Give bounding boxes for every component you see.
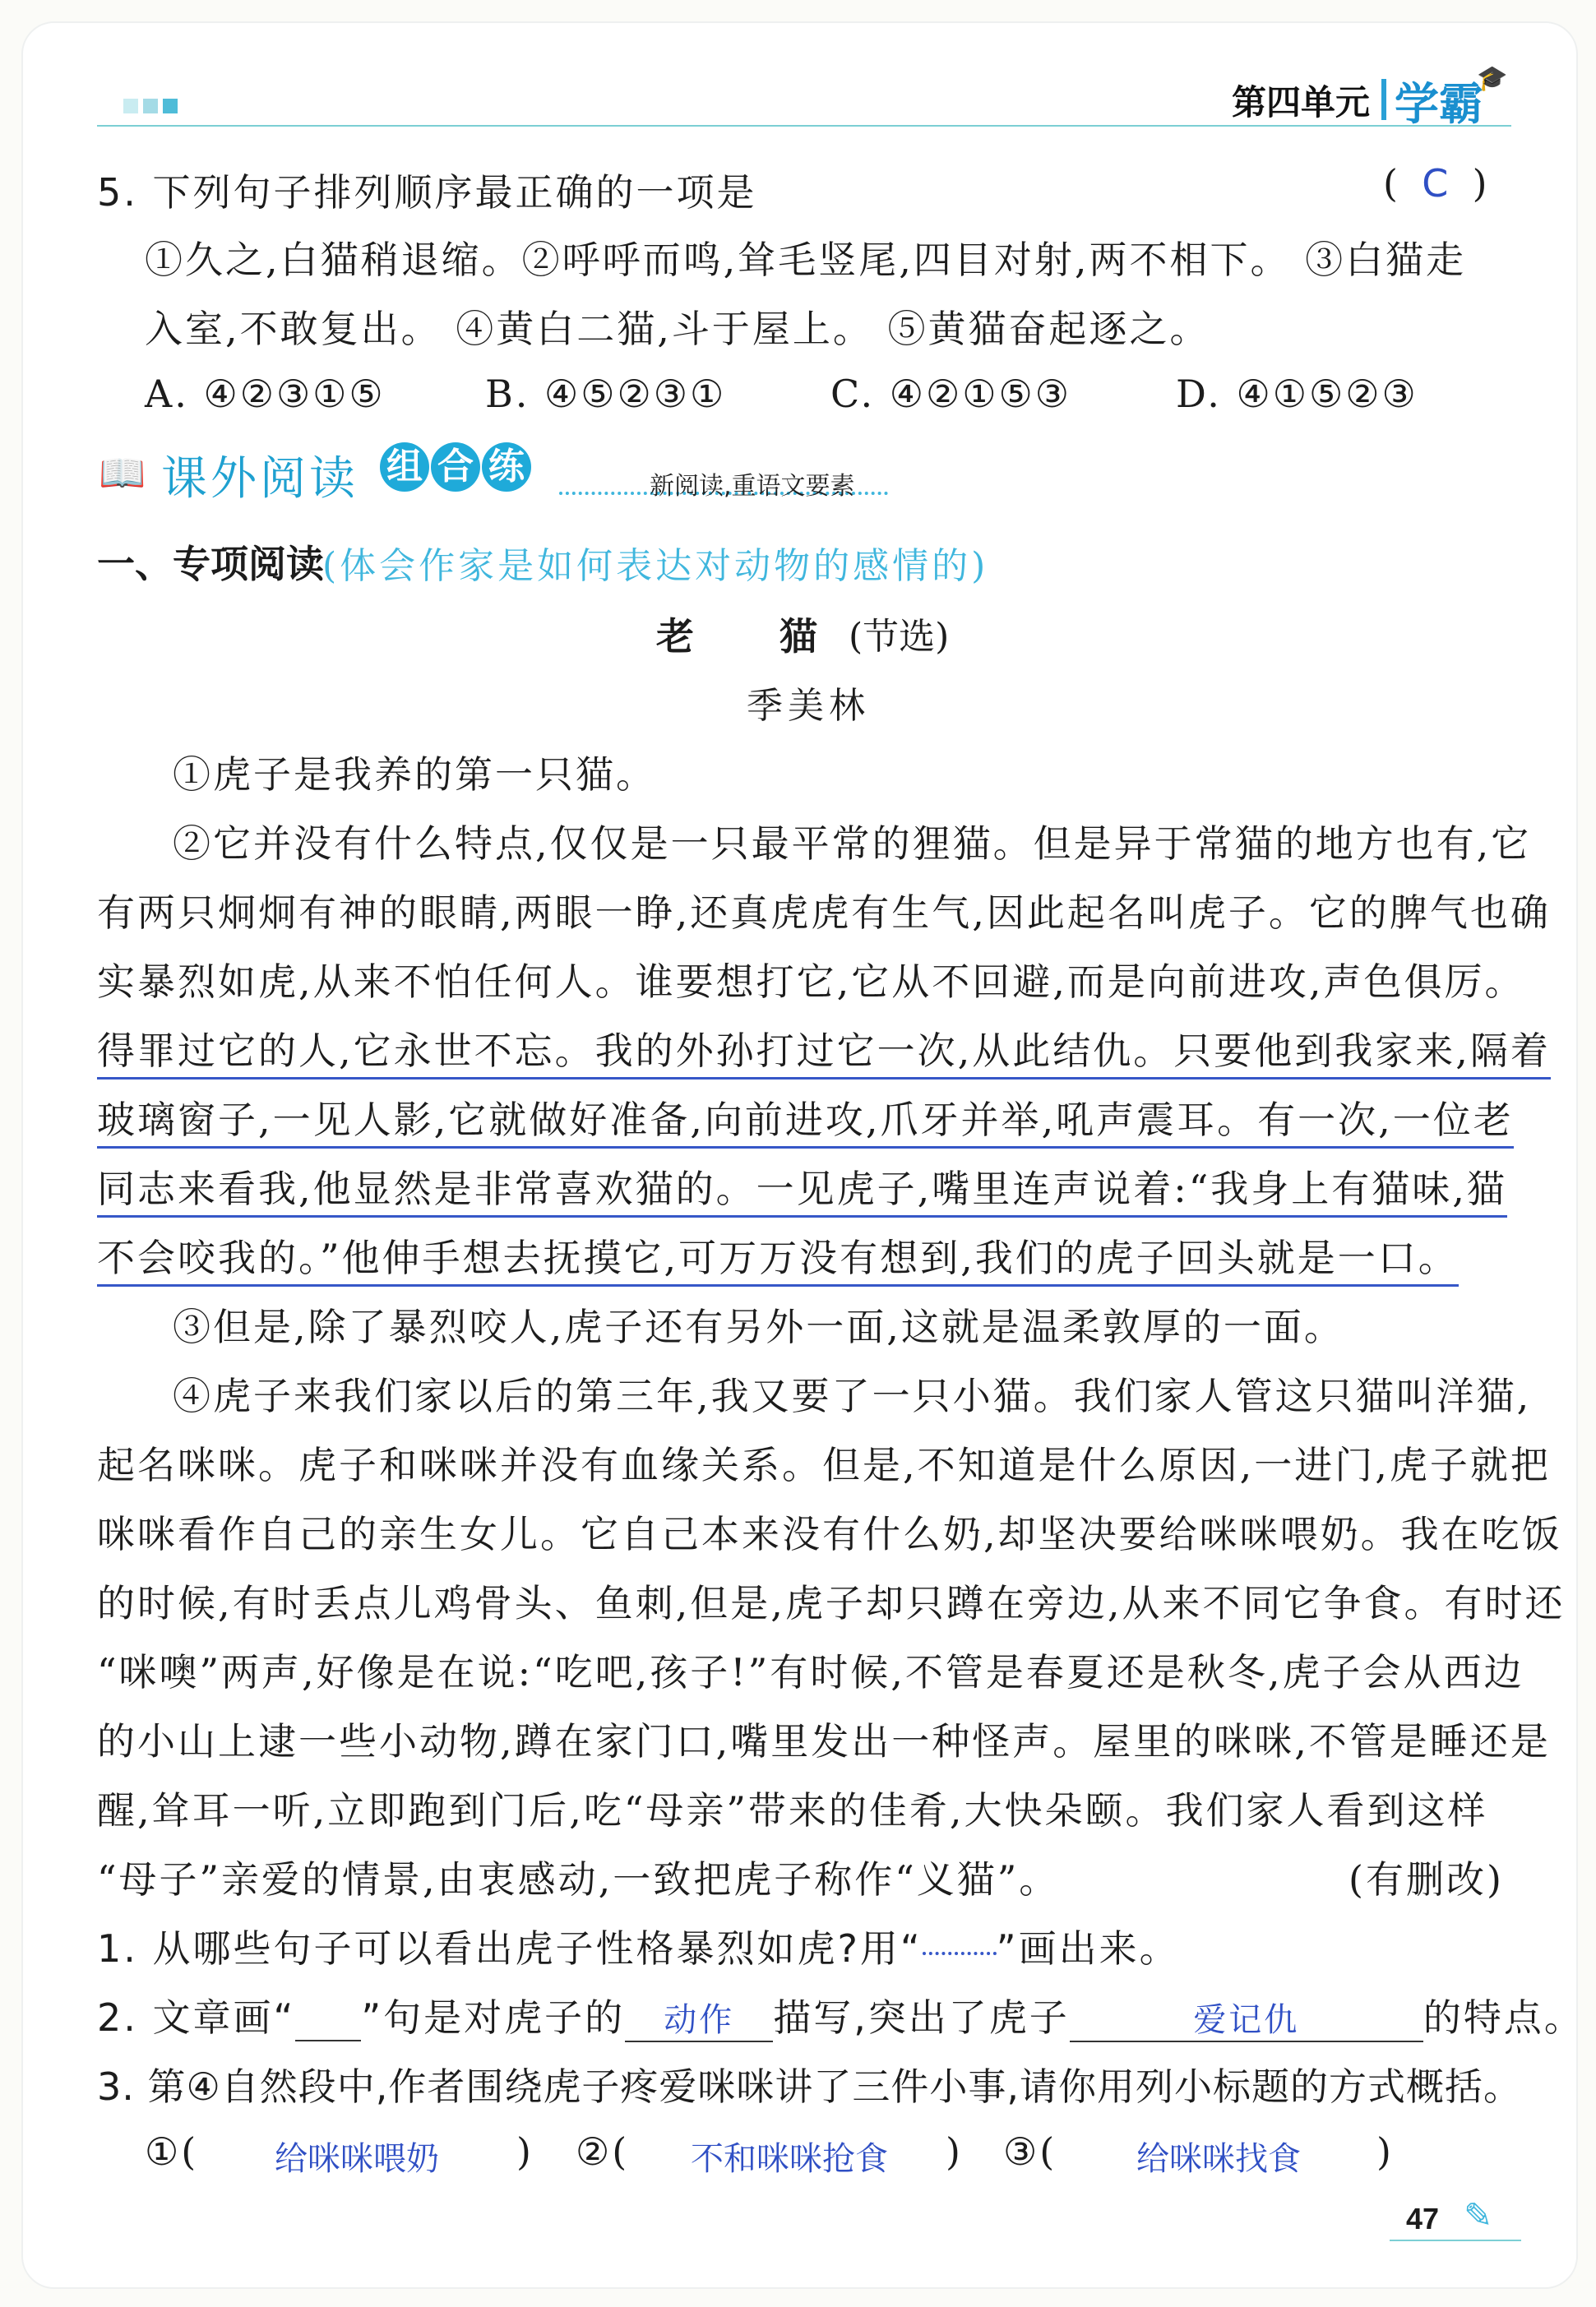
- answer-1: 动作: [664, 2001, 735, 2039]
- article-line: “咪噢”两声,好像是在说:“吃吧,孩子!”有时候,不管是春夏还是秋冬,虎子会从西边: [97, 1650, 1524, 1694]
- footer-rule: [1390, 2240, 1521, 2241]
- pencil-icon: ✎: [1464, 2195, 1493, 2235]
- question-1-text-end: ”画出来。: [996, 1926, 1180, 1971]
- section-title: 课外阅读: [161, 452, 359, 506]
- answer-blank-1[interactable]: [625, 1994, 773, 2042]
- article-line: 的小山上逮一些小动物,蹲在家门口,嘴里发出一种怪声。屋里的咪咪,不管是睡还是: [97, 1719, 1551, 1764]
- header-rule: [97, 125, 1511, 127]
- badge-char: 练: [482, 442, 531, 492]
- q3-mark-3: ③(: [1003, 2129, 1057, 2174]
- q5-option-a: A. ④②③①⑤: [145, 372, 386, 416]
- question-1: [97, 1919, 1180, 1973]
- q3-close-1: ): [516, 2129, 534, 2174]
- article-line: ②它并没有什么特点,仅仅是一只最平常的狸猫。但是异于常猫的地方也有,它: [173, 821, 1532, 866]
- article-line: ③但是,除了暴烈咬人,虎子还有另外一面,这就是温柔敦厚的一面。: [173, 1305, 1344, 1349]
- unit-label: 第四单元: [1232, 83, 1371, 122]
- article-title-b: 猫: [779, 614, 817, 659]
- answer-blank-2[interactable]: [1070, 1994, 1423, 2042]
- brand-logo: 学霸: [1395, 80, 1483, 129]
- article-line: 实暴烈如虎,从来不怕任何人。谁要想打它,它从不回避,而是向前进攻,声色俱厉。: [97, 959, 1525, 1004]
- q5-option-b: B. ④⑤②③①: [485, 372, 727, 416]
- article-title-a: 老: [656, 614, 696, 659]
- q3-answer-2: 不和咪咪抢食: [691, 2140, 888, 2178]
- q3-close-2: ): [946, 2129, 963, 2174]
- question-2-text-b: ”句是对虎子的: [361, 1995, 626, 2040]
- article-line: ①虎子是我养的第一只猫。: [173, 752, 656, 797]
- answer-2: 爱记仇: [1193, 2001, 1300, 2039]
- q3-mark-2: ②(: [576, 2129, 630, 2174]
- question-2-text: 2. 文章画“: [97, 1995, 296, 2040]
- q5-answer-paren: ( C ): [1383, 161, 1487, 206]
- q5-text: 5. 下列句子排列顺序最正确的一项是: [97, 170, 757, 215]
- underline-mark: [295, 1995, 361, 2041]
- article-title-note: (节选): [849, 616, 950, 658]
- q5-option-d: D. ④①⑤②③: [1176, 372, 1418, 416]
- question-2: [97, 1988, 1584, 2042]
- article-line: 起名咪咪。虎子和咪咪并没有血缘关系。但是,不知道是什么原因,一进门,虎子就把: [97, 1443, 1551, 1487]
- article-line: “母子”亲爱的情景,由衷感动,一致把虎子称作“义猫”。: [97, 1857, 1060, 1902]
- q5-option-c: C. ④②①⑤③: [830, 372, 1071, 416]
- q5-answer: C: [1422, 161, 1449, 206]
- q3-answer-1: 给咪咪喂奶: [275, 2140, 439, 2178]
- q3-mark-1: ①(: [145, 2129, 199, 2174]
- article-line: 咪咪看作自己的亲生女儿。它自己本来没有什么奶,却坚决要给咪咪喂奶。我在吃饭: [97, 1512, 1562, 1556]
- article-line-underlined: 不会咬我的。”他伸手想去抚摸它,可万万没有想到,我们的虎子回头就是一口。: [97, 1228, 1459, 1287]
- section-tagline: 新阅读,重语文要素: [650, 472, 855, 501]
- article-line: 有两只炯炯有神的眼睛,两眼一睁,还真虎虎有生气,因此起名叫虎子。它的脾气也确: [97, 890, 1551, 935]
- graduation-cap-icon: 🎓: [1477, 64, 1508, 93]
- q5-line-1: ①久之,白猫稍退缩。②呼呼而鸣,耸毛竖尾,四目对射,两不相下。 ③白猫走: [145, 238, 1467, 282]
- article-line-underlined: 同志来看我,他显然是非常喜欢猫的。一见虎子,嘴里连声说着:“我身上有猫味,猫: [97, 1159, 1507, 1218]
- article-line: 的时候,有时丢点儿鸡骨头、鱼刺,但是,虎子却只蹲在旁边,从来不同它争食。有时还: [97, 1581, 1566, 1625]
- section-badge: [380, 442, 531, 492]
- article-line-underlined: 得罪过它的人,它永世不忘。我的外孙打过它一次,从此结仇。只要他到我家来,隔着: [97, 1021, 1551, 1080]
- page-number: 47: [1406, 2202, 1440, 2235]
- q3-answer-3: 给咪咪找食: [1136, 2140, 1301, 2178]
- article-author: 季美林: [747, 685, 870, 727]
- article-line-underlined: 玻璃窗子,一见人影,它就做好准备,向前进攻,爪牙并举,吼声震耳。有一次,一位老: [97, 1090, 1514, 1149]
- wavy-line-mark: [923, 1952, 997, 1955]
- badge-char: 组: [380, 442, 429, 492]
- question-2-text-d: 的特点。: [1423, 1995, 1584, 2040]
- part-one-hint: (体会作家是如何表达对动物的感情的): [322, 545, 989, 587]
- part-one-label: 一、专项阅读: [97, 542, 324, 586]
- header-decoration: [123, 99, 178, 113]
- question-2-text-c: 描写,突出了虎子: [773, 1995, 1070, 2040]
- article-line: 醒,耸耳一听,立即跑到门后,吃“母亲”带来的佳肴,大快朵颐。我们家人看到这样: [97, 1788, 1488, 1833]
- open-book-icon: 📖: [99, 451, 146, 495]
- question-3: 3. 第④自然段中,作者围绕虎子疼爱咪咪讲了三件小事,请你用列小标题的方式概括。: [97, 2064, 1522, 2109]
- header-divider: [1381, 79, 1386, 120]
- q5-line-2: 入室,不敢复出。 ④黄白二猫,斗于屋上。 ⑤黄猫奋起逐之。: [145, 307, 1210, 351]
- article-line: ④虎子来我们家以后的第三年,我又要了一只小猫。我们家人管这只猫叫洋猫,: [173, 1374, 1532, 1418]
- badge-char: 合: [431, 442, 480, 492]
- article-note: (有删改): [1349, 1857, 1504, 1902]
- question-1-text: 1. 从哪些句子可以看出虎子性格暴烈如虎?用“: [97, 1926, 923, 1971]
- q3-close-3: ): [1376, 2129, 1394, 2174]
